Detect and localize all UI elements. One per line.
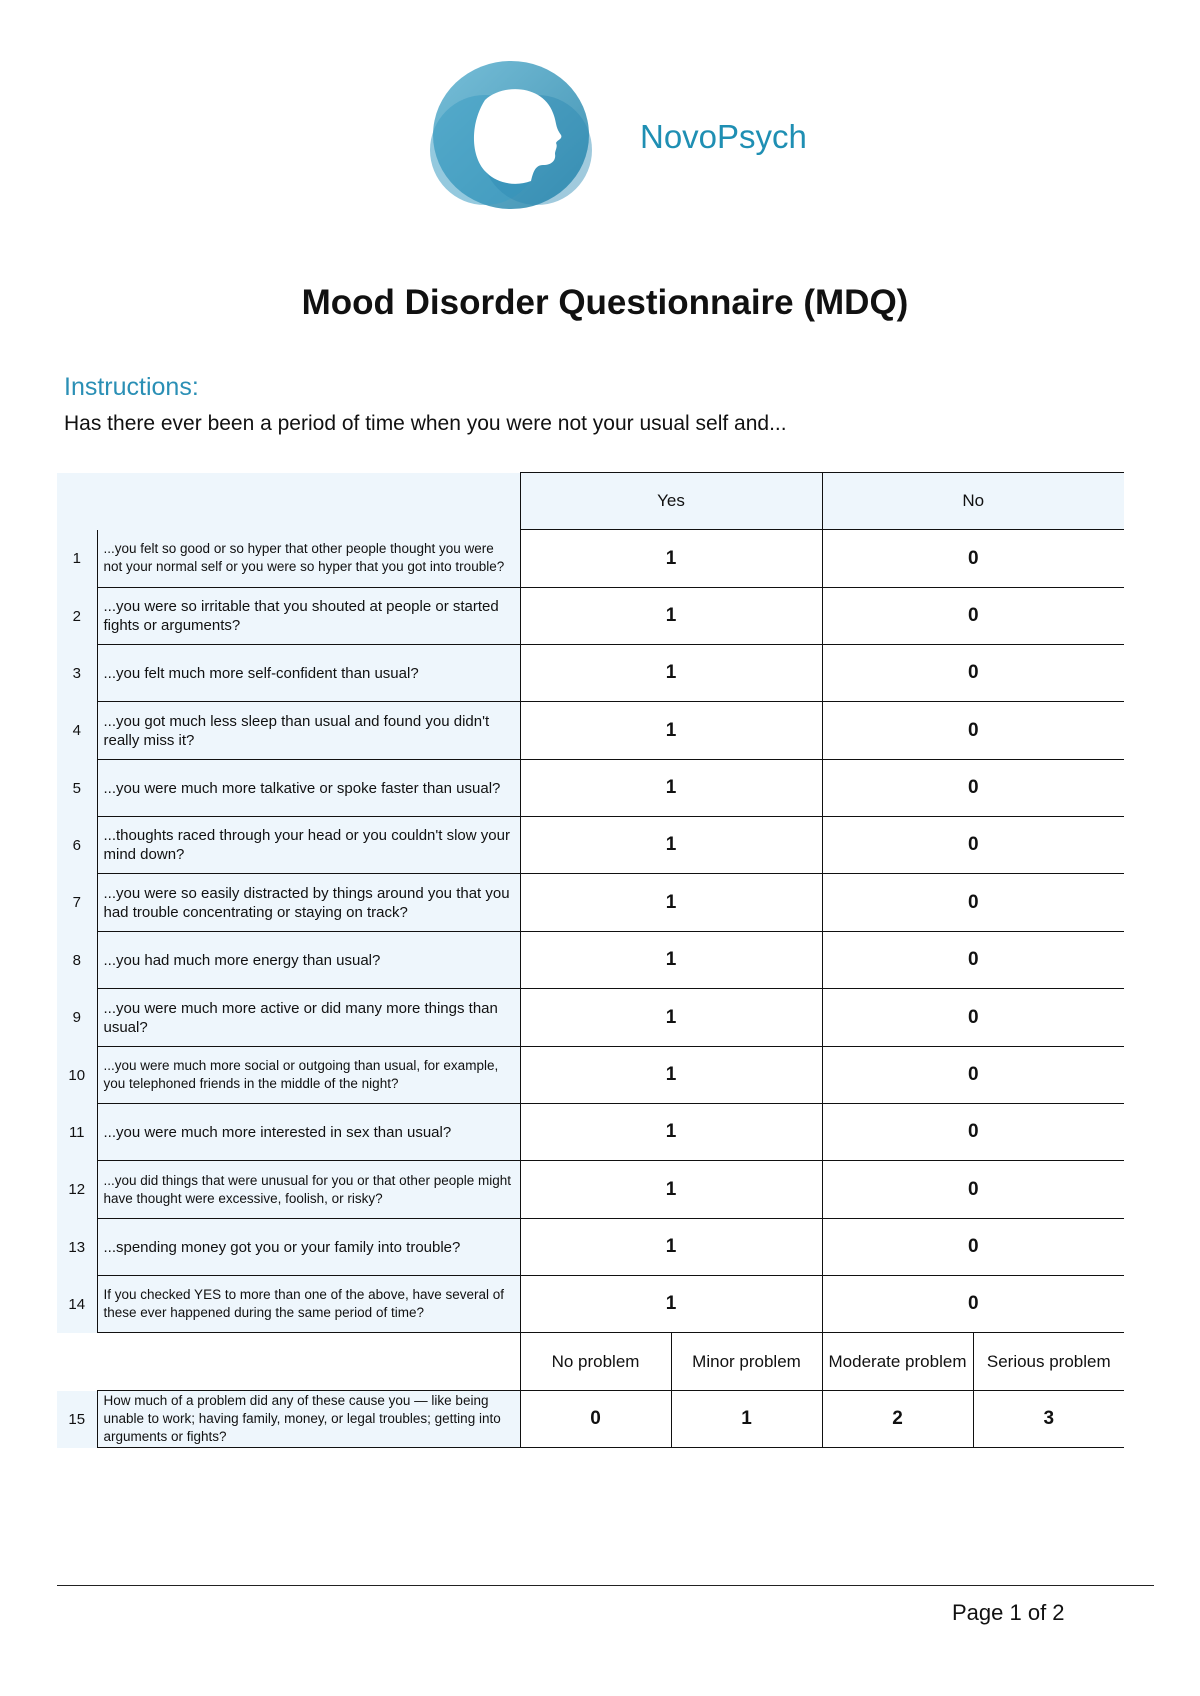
question-number: 3 bbox=[57, 645, 97, 702]
answer-yes[interactable]: 1 bbox=[520, 932, 822, 989]
answer-no[interactable]: 0 bbox=[822, 1219, 1124, 1276]
answer-no[interactable]: 0 bbox=[822, 645, 1124, 702]
head-profile-logo-icon bbox=[425, 55, 600, 215]
question-row bbox=[57, 588, 1124, 645]
question-number: 8 bbox=[57, 932, 97, 989]
answer-yes[interactable]: 1 bbox=[520, 989, 822, 1047]
answer-no[interactable]: 0 bbox=[822, 817, 1124, 874]
question-number: 6 bbox=[57, 817, 97, 874]
answer-no[interactable]: 0 bbox=[822, 760, 1124, 817]
answer-no[interactable]: 0 bbox=[822, 1104, 1124, 1161]
answer-yes[interactable]: 1 bbox=[520, 1104, 822, 1161]
question-text: ...you did things that were unusual for you or that other people might have thought were excessive, foolish, or risky? bbox=[97, 1161, 520, 1219]
page-number: Page 1 of 2 bbox=[952, 1600, 1065, 1625]
question-text: ...you were so easily distracted by things around you that you had trouble concentrating or staying on track? bbox=[97, 874, 520, 932]
severity-header-moderate-problem: Moderate problem bbox=[822, 1333, 973, 1391]
question-text: If you checked YES to more than one of the above, have several of these ever happened during the same period of time? bbox=[97, 1276, 520, 1333]
question-text: ...spending money got you or your family into trouble? bbox=[97, 1219, 520, 1276]
page-title: Mood Disorder Questionnaire (MDQ) bbox=[301, 283, 909, 322]
answer-yes[interactable]: 1 bbox=[520, 760, 822, 817]
answer-yes[interactable]: 1 bbox=[520, 645, 822, 702]
answer-no[interactable]: 0 bbox=[822, 588, 1124, 645]
answer-no[interactable]: 0 bbox=[822, 1047, 1124, 1104]
answer-yes[interactable]: 1 bbox=[520, 702, 822, 760]
question-number: 1 bbox=[57, 530, 97, 588]
answer-yes[interactable]: 1 bbox=[520, 530, 822, 588]
question-row bbox=[57, 760, 1124, 817]
answer-yes[interactable]: 1 bbox=[520, 1161, 822, 1219]
question-number: 10 bbox=[57, 1047, 97, 1104]
answer-no[interactable]: 0 bbox=[822, 702, 1124, 760]
question-row bbox=[57, 1047, 1124, 1104]
no-header: No bbox=[822, 473, 1124, 530]
question-number: 12 bbox=[57, 1161, 97, 1219]
question-number: 14 bbox=[57, 1276, 97, 1333]
question-row bbox=[57, 1219, 1124, 1276]
answer-moderate-problem[interactable]: 2 bbox=[822, 1391, 973, 1448]
answer-yes[interactable]: 1 bbox=[520, 588, 822, 645]
question-row bbox=[57, 530, 1124, 588]
question-text: ...you had much more energy than usual? bbox=[97, 932, 520, 989]
question-text: ...you got much less sleep than usual and found you didn't really miss it? bbox=[97, 702, 520, 760]
question-text: How much of a problem did any of these cause you — like being unable to work; having family, money, or legal troubles; getting into arguments or fights? bbox=[97, 1391, 520, 1448]
question-text: ...you were much more talkative or spoke faster than usual? bbox=[97, 760, 520, 817]
question-number: 13 bbox=[57, 1219, 97, 1276]
yes-header: Yes bbox=[520, 473, 822, 530]
question-number: 7 bbox=[57, 874, 97, 932]
question-number: 11 bbox=[57, 1104, 97, 1161]
question-number: 15 bbox=[57, 1391, 97, 1448]
question-text: ...you felt much more self-confident than usual? bbox=[97, 645, 520, 702]
answer-yes[interactable]: 1 bbox=[520, 1276, 822, 1333]
question-number: 2 bbox=[57, 588, 97, 645]
question-number: 5 bbox=[57, 760, 97, 817]
footer-divider bbox=[57, 1585, 1154, 1586]
answer-no[interactable]: 0 bbox=[822, 989, 1124, 1047]
answer-no[interactable]: 0 bbox=[822, 530, 1124, 588]
question-row bbox=[57, 989, 1124, 1047]
answer-yes[interactable]: 1 bbox=[520, 817, 822, 874]
severity-header-minor-problem: Minor problem bbox=[671, 1333, 822, 1391]
answer-minor-problem[interactable]: 1 bbox=[671, 1391, 822, 1448]
answer-no-problem[interactable]: 0 bbox=[520, 1391, 671, 1448]
answer-yes[interactable]: 1 bbox=[520, 1047, 822, 1104]
question-row bbox=[57, 645, 1124, 702]
question-text: ...you were much more social or outgoing than usual, for example, you telephoned friends in the middle of the night? bbox=[97, 1047, 520, 1104]
severity-header-no-problem: No problem bbox=[520, 1333, 671, 1391]
question-text: ...you were much more interested in sex than usual? bbox=[97, 1104, 520, 1161]
question-number: 4 bbox=[57, 702, 97, 760]
answer-yes[interactable]: 1 bbox=[520, 874, 822, 932]
severity-header-blank bbox=[57, 1333, 520, 1391]
answer-serious-problem[interactable]: 3 bbox=[973, 1391, 1124, 1448]
mdq-table bbox=[57, 472, 1124, 1448]
instructions-heading: Instructions: bbox=[64, 373, 199, 401]
question-row bbox=[57, 932, 1124, 989]
question-row bbox=[57, 817, 1124, 874]
question-text: ...you were much more active or did many more things than usual? bbox=[97, 989, 520, 1047]
question-row bbox=[57, 1104, 1124, 1161]
instructions-text: Has there ever been a period of time when you were not your usual self and... bbox=[64, 412, 787, 435]
question-row bbox=[57, 702, 1124, 760]
question-text: ...thoughts raced through your head or you couldn't slow your mind down? bbox=[97, 817, 520, 874]
question-text: ...you felt so good or so hyper that other people thought you were not your normal self or you were so hyper that you got into trouble? bbox=[97, 530, 520, 588]
brand-name: NovoPsych bbox=[640, 118, 807, 155]
question-number: 9 bbox=[57, 989, 97, 1047]
answer-yes[interactable]: 1 bbox=[520, 1219, 822, 1276]
question-row bbox=[57, 1276, 1124, 1333]
question-row bbox=[57, 1161, 1124, 1219]
answer-no[interactable]: 0 bbox=[822, 874, 1124, 932]
answer-no[interactable]: 0 bbox=[822, 932, 1124, 989]
question-text: ...you were so irritable that you shouted at people or started fights or arguments? bbox=[97, 588, 520, 645]
answer-no[interactable]: 0 bbox=[822, 1161, 1124, 1219]
question-row bbox=[57, 874, 1124, 932]
header-blank bbox=[57, 473, 520, 530]
severity-header-serious-problem: Serious problem bbox=[973, 1333, 1124, 1391]
answer-no[interactable]: 0 bbox=[822, 1276, 1124, 1333]
